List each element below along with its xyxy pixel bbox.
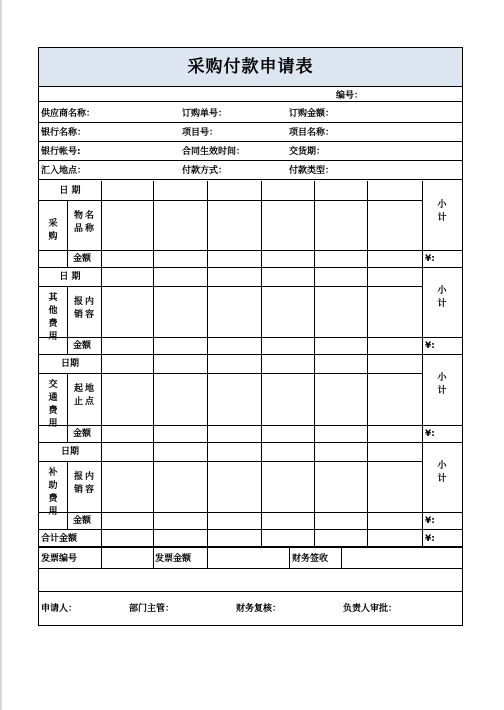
row-divider [39, 267, 462, 268]
row-divider [39, 373, 422, 374]
col-divider [367, 354, 368, 442]
date-label: 日期 [60, 359, 79, 369]
subtotal-label: 小计 [437, 373, 447, 396]
col-divider [153, 354, 154, 442]
row-divider [39, 442, 462, 443]
col-divider [367, 529, 368, 546]
row-divider [39, 101, 462, 102]
col-divider [153, 442, 154, 529]
info-field-label: 订购金额： [289, 109, 335, 119]
subtotal-label: 小计 [437, 286, 447, 309]
col-divider [101, 267, 102, 286]
col-divider [101, 373, 102, 442]
col-divider [101, 548, 102, 568]
col-divider [153, 548, 154, 568]
date-label: 日 期 [59, 186, 81, 196]
applicant-label: 申请人： [41, 604, 78, 614]
col-divider [67, 200, 68, 267]
currency-label: ¥: [425, 254, 435, 264]
payment-request-form [38, 47, 463, 626]
col-divider [207, 181, 208, 267]
date-label: 日 期 [59, 272, 81, 282]
col-divider [153, 267, 154, 354]
number-label: 编号： [336, 91, 364, 101]
row-divider [39, 425, 462, 426]
amount-label: 金额 [73, 429, 92, 439]
row-divider [39, 529, 462, 530]
col-divider [422, 442, 423, 529]
category-label: 采购 [48, 219, 58, 242]
col-divider [261, 354, 262, 442]
col-divider [67, 373, 68, 442]
info-field-label: 银行名称： [41, 128, 87, 138]
col-divider [422, 181, 423, 267]
finance-label: 财务签收 [292, 554, 329, 564]
col-divider [261, 442, 262, 529]
col-divider [101, 200, 102, 267]
col-divider [101, 286, 102, 354]
currency-label: ¥: [425, 341, 435, 351]
col-divider [289, 548, 290, 568]
info-field-label: 合同生效时间： [182, 147, 246, 157]
row-divider [39, 568, 462, 569]
info-field-label: 付款方式： [182, 166, 228, 176]
row-divider [39, 286, 422, 287]
subtotal-label: 小计 [437, 200, 447, 223]
col-divider [367, 442, 368, 529]
col-divider [367, 267, 368, 354]
col-divider [207, 354, 208, 442]
col-divider [422, 354, 423, 442]
info-field-label: 付款类型： [289, 166, 335, 176]
col-divider [422, 267, 423, 354]
category-label: 补助费用 [48, 467, 58, 517]
item-label: 报内销容 [73, 472, 96, 495]
row-divider [39, 591, 462, 592]
total-currency: ¥: [425, 534, 435, 544]
row-divider [39, 354, 462, 355]
row-divider [39, 461, 422, 462]
title-bar [39, 48, 462, 87]
col-divider [207, 442, 208, 529]
currency-label: ¥: [425, 516, 435, 526]
col-divider [101, 442, 102, 461]
col-divider [101, 529, 102, 546]
amount-label: 金额 [73, 254, 92, 264]
col-divider [341, 548, 342, 568]
info-field-label: 订购单号： [182, 109, 228, 119]
window-edge [0, 0, 2, 710]
col-divider [207, 548, 208, 568]
row-divider [39, 250, 462, 251]
info-field-label: 项目名称： [289, 128, 335, 138]
info-field-label: 汇入地点： [41, 166, 87, 176]
row-divider [39, 179, 462, 180]
info-field-label: 银行帐号: [41, 147, 81, 157]
info-field-label: 交货期： [289, 147, 326, 157]
item-label: 物名品称 [73, 211, 96, 234]
row-divider [39, 160, 462, 161]
category-label: 其他费用 [48, 292, 58, 342]
col-divider [153, 181, 154, 267]
item-label: 报内销容 [73, 297, 96, 320]
info-field-label: 供应商名称： [41, 109, 96, 119]
col-divider [101, 354, 102, 373]
col-divider [67, 461, 68, 529]
col-divider [67, 286, 68, 354]
col-divider [261, 181, 262, 267]
amount-label: 金额 [73, 516, 92, 526]
row-divider [39, 200, 422, 201]
col-divider [422, 529, 423, 546]
invoice-amount-label: 发票金额 [155, 554, 192, 564]
date-label: 日期 [60, 447, 79, 457]
form-title: 采购付款申请表 [187, 57, 314, 77]
currency-label: ¥: [425, 429, 435, 439]
amount-label: 金额 [73, 341, 92, 351]
approver-label: 负责人审批： [343, 604, 398, 614]
row-divider [39, 512, 462, 513]
invoice-number-label: 发票编号 [41, 554, 78, 564]
total-label: 合计金额 [41, 534, 78, 544]
col-divider [314, 529, 315, 546]
col-divider [314, 354, 315, 442]
col-divider [101, 181, 102, 200]
col-divider [261, 267, 262, 354]
col-divider [314, 442, 315, 529]
col-divider [207, 529, 208, 546]
row-divider [39, 337, 462, 338]
col-divider [367, 181, 368, 267]
category-label: 交通费用 [48, 380, 58, 429]
dept-head-label: 部门主管： [129, 604, 175, 614]
finance-review-label: 财务复核： [236, 604, 282, 614]
row-divider [39, 141, 462, 142]
row-divider [39, 546, 462, 548]
col-divider [314, 181, 315, 267]
col-divider [314, 267, 315, 354]
col-divider [261, 529, 262, 546]
col-divider [101, 461, 102, 529]
subtotal-label: 小计 [437, 461, 447, 484]
col-divider [207, 267, 208, 354]
info-field-label: 项目号： [182, 128, 219, 138]
item-label: 起地止点 [73, 384, 96, 407]
row-divider [39, 122, 462, 123]
col-divider [153, 529, 154, 546]
